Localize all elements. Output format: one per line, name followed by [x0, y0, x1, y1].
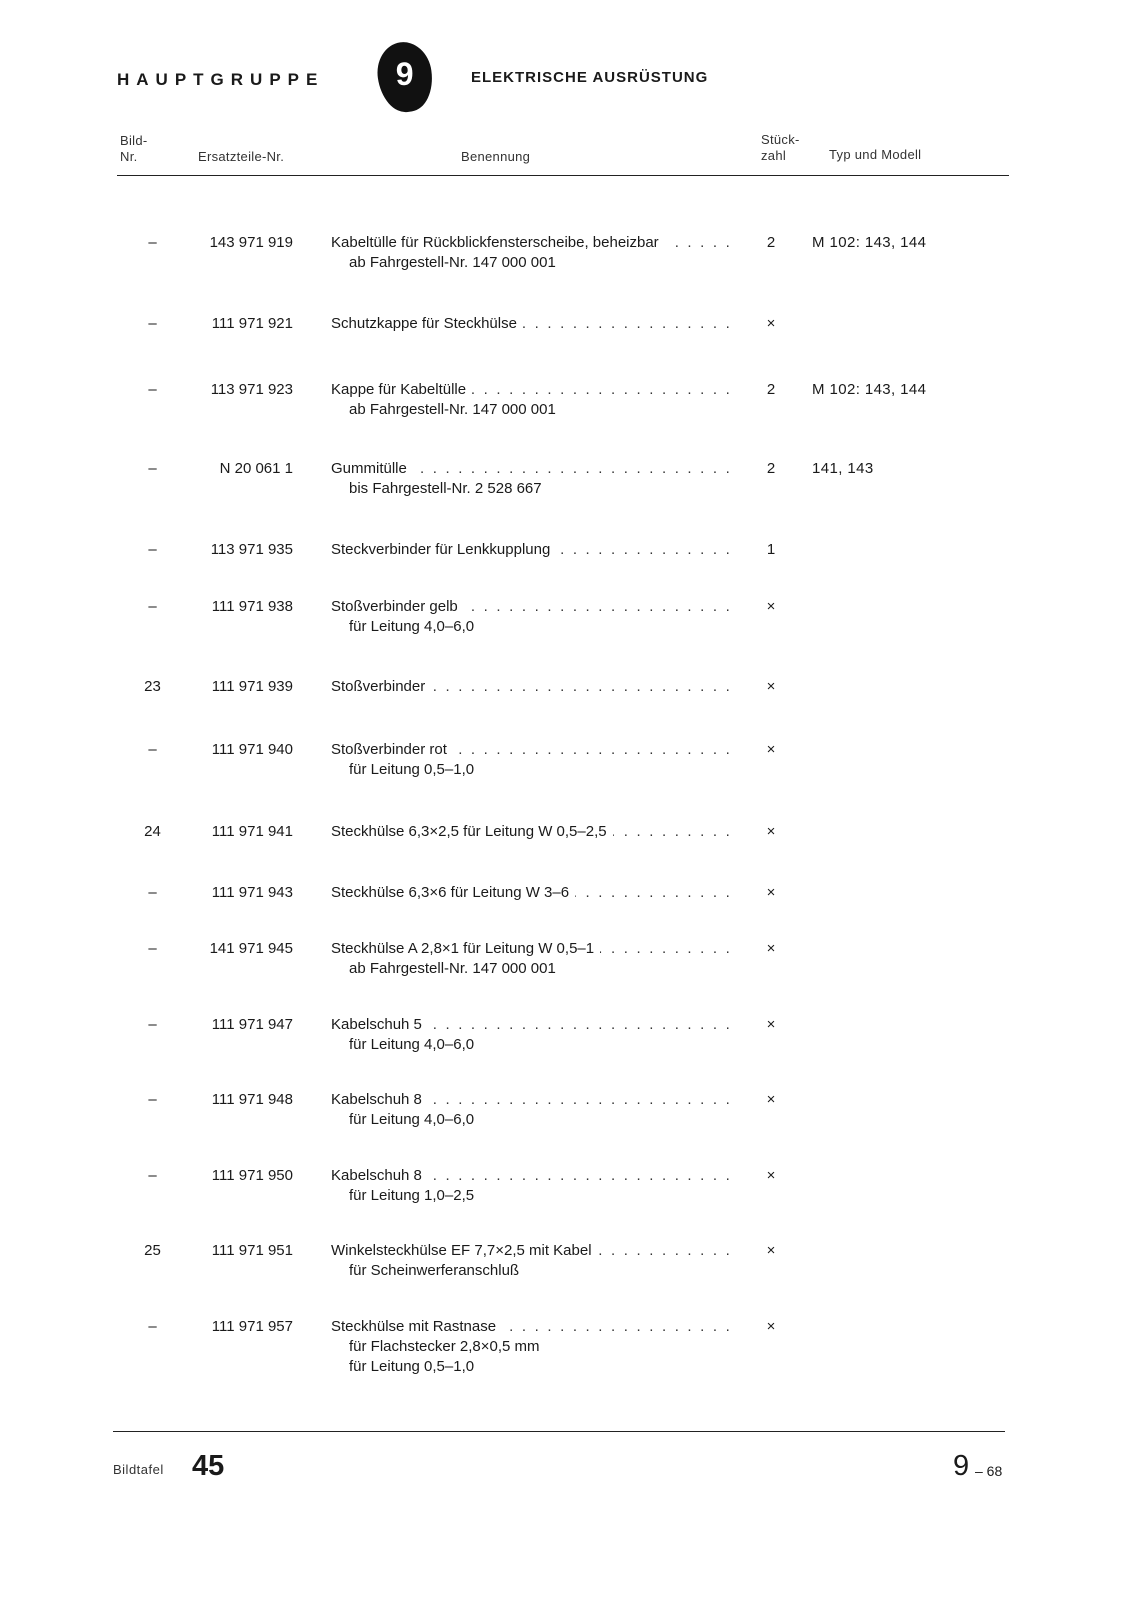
description-main-line	[331, 822, 732, 842]
part-number: 111 971 940	[211, 741, 293, 758]
part-number: 111 971 921	[211, 315, 293, 332]
quantity: ×	[766, 315, 776, 332]
plate-number: 45	[192, 1450, 225, 1482]
description	[331, 540, 732, 560]
dot-leader	[472, 380, 732, 400]
quantity: ×	[766, 1091, 776, 1108]
description-subline: für Leitung 4,0–6,0	[349, 618, 475, 635]
column-header-type-model: Typ und Modell	[829, 147, 922, 162]
table-row	[0, 740, 1133, 820]
group-number: 9	[395, 56, 414, 93]
table-row	[0, 233, 1133, 313]
description-subline: für Leitung 1,0–2,5	[349, 1187, 475, 1204]
description-text: Steckhülse 6,3×2,5 für Leitung W 0,5–2,5	[331, 823, 607, 840]
description-main-line	[331, 1241, 732, 1261]
description-subline: für Scheinwerferanschluß	[349, 1262, 520, 1279]
table-row	[0, 380, 1133, 460]
bild-number: –	[148, 234, 157, 251]
quantity: 2	[766, 381, 776, 398]
description	[331, 1015, 732, 1055]
group-number-badge	[373, 39, 436, 116]
quantity: ×	[766, 1242, 776, 1259]
bild-number: –	[148, 1016, 157, 1033]
description-main-line	[331, 597, 732, 617]
dot-leader	[523, 314, 732, 334]
description-text: Stoßverbinder	[331, 678, 426, 695]
description-main-line	[331, 540, 732, 560]
bild-number: –	[148, 741, 157, 758]
bild-number: –	[148, 381, 157, 398]
bild-number: 24	[144, 823, 161, 840]
bild-number: –	[148, 460, 157, 477]
dot-leader	[431, 677, 732, 697]
table-row	[0, 1317, 1133, 1397]
description	[331, 1241, 732, 1281]
description	[331, 1166, 732, 1206]
dot-leader	[464, 597, 732, 617]
quantity: ×	[766, 1016, 776, 1033]
description-subline: für Leitung 0,5–1,0	[349, 1358, 475, 1375]
dot-leader	[613, 822, 732, 842]
plate-label: Bildtafel	[113, 1462, 164, 1477]
description-text: Steckhülse 6,3×6 für Leitung W 3–6	[331, 884, 570, 901]
column-header-bild-nr-line2: Nr.	[120, 149, 138, 164]
bild-number: –	[148, 884, 157, 901]
description-subline: für Flachstecker 2,8×0,5 mm	[349, 1338, 540, 1355]
part-number: 111 971 950	[211, 1167, 293, 1184]
description-subline: ab Fahrgestell-Nr. 147 000 001	[349, 401, 556, 418]
part-number: 111 971 943	[211, 884, 293, 901]
part-number: 141 971 945	[209, 940, 293, 957]
quantity: ×	[766, 823, 776, 840]
description-text: Steckhülse A 2,8×1 für Leitung W 0,5–1	[331, 940, 595, 957]
quantity: 1	[766, 541, 776, 558]
description	[331, 380, 732, 420]
bild-number: 23	[144, 678, 161, 695]
bild-number: –	[148, 315, 157, 332]
quantity: ×	[766, 598, 776, 615]
bild-number: 25	[144, 1242, 161, 1259]
dot-leader	[575, 883, 732, 903]
description-main-line	[331, 314, 732, 334]
part-number: 111 971 939	[211, 678, 293, 695]
main-group-heading: HAUPTGRUPPE	[117, 70, 325, 89]
part-number: 111 971 948	[211, 1091, 293, 1108]
header-divider	[117, 175, 1009, 176]
description-main-line	[331, 380, 732, 400]
description-text: Kabelschuh 8	[331, 1091, 422, 1108]
part-number: 111 971 941	[211, 823, 293, 840]
description-main-line	[331, 677, 732, 697]
quantity: ×	[766, 884, 776, 901]
description-subline: für Leitung 4,0–6,0	[349, 1111, 475, 1128]
bild-number: –	[148, 1167, 157, 1184]
description-text: Gummitülle	[331, 460, 407, 477]
description-text: Kabeltülle für Rückblickfensterscheibe, beheizbar	[331, 234, 659, 251]
bild-number: –	[148, 940, 157, 957]
dot-leader	[428, 1015, 732, 1035]
part-number: 143 971 919	[209, 234, 293, 251]
description-subline: für Leitung 4,0–6,0	[349, 1036, 475, 1053]
description	[331, 883, 732, 903]
table-row	[0, 597, 1133, 677]
column-header-quantity-line1: Stück-	[761, 132, 800, 147]
table-row	[0, 1241, 1133, 1321]
type-model: 141, 143	[812, 460, 874, 477]
quantity: ×	[766, 940, 776, 957]
part-number: 111 971 938	[211, 598, 293, 615]
part-number: N 20 061 1	[219, 460, 293, 477]
dot-leader	[453, 740, 732, 760]
dot-leader	[413, 459, 732, 479]
dot-leader	[556, 540, 732, 560]
bild-number: –	[148, 1091, 157, 1108]
page-number-minor: – 68	[975, 1463, 1003, 1479]
part-number: 111 971 947	[211, 1016, 293, 1033]
description-main-line	[331, 1166, 732, 1186]
type-model: M 102: 143, 144	[812, 381, 927, 398]
description-main-line	[331, 233, 732, 253]
description-text: Kabelschuh 5	[331, 1016, 422, 1033]
description-text: Schutzkappe für Steckhülse	[331, 315, 517, 332]
quantity: ×	[766, 1167, 776, 1184]
description	[331, 939, 732, 979]
description-subline: ab Fahrgestell-Nr. 147 000 001	[349, 960, 556, 977]
description-text: Stoßverbinder rot	[331, 741, 447, 758]
table-row	[0, 1015, 1133, 1095]
description	[331, 314, 732, 334]
quantity: 2	[766, 234, 776, 251]
description-main-line	[331, 883, 732, 903]
quantity: ×	[766, 741, 776, 758]
description-text: Kappe für Kabeltülle	[331, 381, 467, 398]
description	[331, 459, 732, 499]
description-main-line	[331, 939, 732, 959]
description-text: Kabelschuh 8	[331, 1167, 422, 1184]
description-subline: bis Fahrgestell-Nr. 2 528 667	[349, 480, 542, 497]
part-number: 113 971 923	[210, 381, 293, 398]
quantity: ×	[766, 678, 776, 695]
table-row	[0, 1090, 1133, 1170]
bild-number: –	[148, 598, 157, 615]
description-text: Steckverbinder für Lenkkupplung	[331, 541, 551, 558]
column-header-description: Benennung	[461, 149, 531, 164]
table-row	[0, 459, 1133, 539]
dot-leader	[428, 1166, 732, 1186]
description	[331, 677, 732, 697]
bild-number: –	[148, 541, 157, 558]
description	[331, 597, 732, 637]
dot-leader	[665, 233, 732, 253]
description	[331, 822, 732, 842]
dot-leader	[428, 1090, 732, 1110]
quantity: 2	[766, 460, 776, 477]
dot-leader	[502, 1317, 732, 1337]
quantity: ×	[766, 1318, 776, 1335]
description-subline: ab Fahrgestell-Nr. 147 000 001	[349, 254, 556, 271]
description-main-line	[331, 1015, 732, 1035]
description	[331, 1317, 732, 1377]
dot-leader	[600, 939, 732, 959]
column-header-quantity-line2: zahl	[761, 148, 787, 163]
bild-number: –	[148, 1318, 157, 1335]
description-text: Steckhülse mit Rastnase	[331, 1318, 497, 1335]
part-number: 111 971 951	[211, 1242, 293, 1259]
column-header-part-number: Ersatzteile-Nr.	[198, 149, 285, 164]
footer-divider	[113, 1431, 1005, 1432]
description	[331, 1090, 732, 1130]
column-header-bild-nr-line1: Bild-	[120, 133, 148, 148]
type-model: M 102: 143, 144	[812, 234, 927, 251]
description-main-line	[331, 740, 732, 760]
description-text: Stoßverbinder gelb	[331, 598, 458, 615]
page-number-major: 9	[953, 1450, 970, 1482]
description-text: Winkelsteckhülse EF 7,7×2,5 mit Kabel	[331, 1242, 592, 1259]
description-main-line	[331, 459, 732, 479]
dot-leader	[598, 1241, 732, 1261]
group-title: ELEKTRISCHE AUSRÜSTUNG	[471, 69, 709, 86]
description-subline: für Leitung 0,5–1,0	[349, 761, 475, 778]
table-row	[0, 1166, 1133, 1246]
part-number: 113 971 935	[210, 541, 293, 558]
description	[331, 740, 732, 780]
description	[331, 233, 732, 273]
description-main-line	[331, 1090, 732, 1110]
table-row	[0, 939, 1133, 1019]
part-number: 111 971 957	[211, 1318, 293, 1335]
description-main-line	[331, 1317, 732, 1337]
